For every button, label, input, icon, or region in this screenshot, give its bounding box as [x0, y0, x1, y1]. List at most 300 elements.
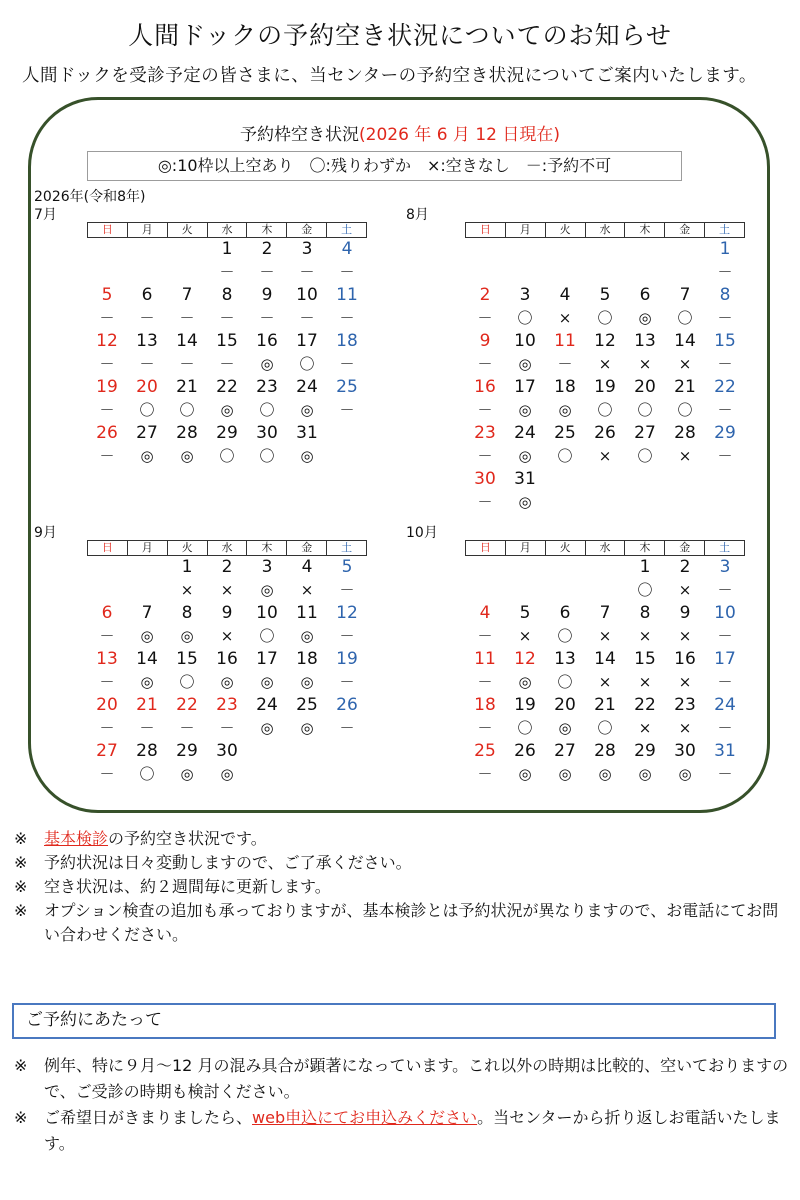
week-days-row	[465, 376, 745, 399]
availability-mark: ◎	[260, 355, 274, 373]
availability-mark: 〇	[139, 765, 155, 783]
calendar-day: 5	[519, 603, 531, 623]
availability-mark: －	[99, 355, 115, 373]
availability-mark: 〇	[597, 309, 613, 327]
note-text: ご希望日がきまりましたら、	[44, 1108, 253, 1127]
calendar-day	[505, 238, 545, 261]
weekday-label: 日	[101, 541, 113, 554]
calendar-day: 24	[256, 695, 278, 715]
calendar-day: 2	[261, 239, 273, 259]
availability-mark: ◎	[140, 673, 154, 691]
calendar-day: 21	[594, 695, 616, 715]
availability-mark: ◎	[518, 493, 532, 511]
weekday-label: 木	[624, 223, 664, 237]
calendar-day: 11	[296, 603, 318, 623]
week-availability-row	[87, 717, 367, 740]
availability-mark	[127, 579, 167, 602]
calendar-day: 26	[336, 695, 358, 715]
week-days-row	[87, 694, 367, 717]
availability-mark: －	[717, 401, 733, 419]
weekday-label: 月	[127, 541, 167, 555]
week-days-row	[465, 468, 745, 491]
calendar-day: 4	[559, 285, 571, 305]
availability-mark: －	[219, 355, 235, 373]
availability-mark	[247, 763, 287, 786]
availability-mark: －	[299, 263, 315, 281]
availability-mark	[167, 261, 207, 284]
availability-mark: ◎	[558, 401, 572, 419]
availability-mark: ◎	[558, 765, 572, 783]
availability-mark: ◎	[638, 765, 652, 783]
availability-mark: －	[339, 355, 355, 373]
reservation-notes	[14, 1053, 794, 1157]
calendar-day: 28	[594, 741, 616, 761]
calendar-day: 4	[479, 603, 491, 623]
availability-mark: －	[477, 493, 493, 511]
calendar-day	[167, 238, 207, 261]
calendar-day: 9	[679, 603, 691, 623]
availability-mark: ◎	[140, 627, 154, 645]
week-days-row	[87, 648, 367, 671]
availability-mark: ×	[638, 627, 652, 645]
calendar-day	[585, 468, 625, 491]
availability-mark: －	[179, 719, 195, 737]
week-availability-row	[465, 445, 745, 468]
availability-mark: －	[179, 355, 195, 373]
calendar-august	[465, 222, 745, 514]
week-availability-row	[87, 307, 367, 330]
calendar-day: 18	[554, 377, 576, 397]
week-days-row	[465, 602, 745, 625]
calendar-day: 6	[639, 285, 651, 305]
calendar-day: 16	[256, 331, 278, 351]
weekday-label: 月	[127, 223, 167, 237]
calendar-day: 8	[221, 285, 233, 305]
availability-mark	[287, 763, 327, 786]
weekday-label: 木	[624, 541, 664, 555]
notes-list	[14, 827, 794, 947]
week-days-row	[87, 740, 367, 763]
weekday-label: 金	[286, 541, 326, 555]
availability-mark: －	[477, 719, 493, 737]
calendar-day: 15	[216, 331, 238, 351]
calendar-october	[465, 540, 745, 786]
availability-mark: ◎	[300, 447, 314, 465]
availability-mark	[665, 491, 705, 514]
calendar-day: 12	[594, 331, 616, 351]
availability-mark: 〇	[557, 627, 573, 645]
week-availability-row	[87, 763, 367, 786]
calendar-day: 11	[554, 331, 576, 351]
availability-mark: －	[339, 263, 355, 281]
availability-mark: －	[477, 627, 493, 645]
calendar-day: 18	[474, 695, 496, 715]
availability-mark: ×	[638, 355, 652, 373]
calendar-day: 1	[639, 557, 651, 577]
calendar-day: 21	[674, 377, 696, 397]
calendar-day: 7	[141, 603, 153, 623]
availability-mark: ×	[598, 673, 612, 691]
availability-mark: －	[99, 765, 115, 783]
availability-mark: －	[717, 355, 733, 373]
week-days-row	[465, 694, 745, 717]
availability-mark: －	[179, 309, 195, 327]
availability-mark: ◎	[180, 627, 194, 645]
calendar-day: 27	[634, 423, 656, 443]
week-availability-row	[87, 399, 367, 422]
calendar-day: 16	[474, 377, 496, 397]
legend: ◎:10枠以上空あり 〇:残りわずか ×:空きなし －:予約不可	[87, 151, 682, 181]
weekday-label: 木	[246, 541, 286, 555]
availability-mark: ◎	[518, 447, 532, 465]
availability-mark: －	[139, 719, 155, 737]
availability-mark	[625, 261, 665, 284]
availability-mark: －	[477, 673, 493, 691]
calendar-day: 26	[594, 423, 616, 443]
availability-mark	[625, 491, 665, 514]
availability-mark: ×	[638, 673, 652, 691]
availability-mark: －	[339, 673, 355, 691]
calendar-day: 3	[719, 557, 731, 577]
calendar-day: 3	[519, 285, 531, 305]
availability-mark: －	[477, 765, 493, 783]
availability-mark: －	[99, 309, 115, 327]
note-item	[14, 875, 794, 899]
calendar-day: 22	[176, 695, 198, 715]
weekday-header	[87, 222, 367, 238]
note-text: 。当センターから折り返しお電話いたします。	[44, 1108, 781, 1153]
availability-mark: ×	[678, 719, 692, 737]
availability-mark: ◎	[220, 401, 234, 419]
weekday-label: 日	[479, 223, 491, 236]
calendar-day: 27	[554, 741, 576, 761]
note-item	[14, 827, 794, 851]
availability-mark: －	[717, 263, 733, 281]
calendar-day: 22	[634, 695, 656, 715]
calendar-day: 2	[221, 557, 233, 577]
month-label-september: 9月	[34, 525, 57, 541]
note-mark: ※	[14, 1056, 28, 1075]
availability-mark	[545, 261, 585, 284]
weekday-label: 日	[101, 223, 113, 236]
week-availability-row	[465, 671, 745, 694]
weekday-label: 月	[505, 541, 545, 555]
availability-mark: ◎	[180, 765, 194, 783]
week-availability-row	[87, 671, 367, 694]
month-label-august: 8月	[406, 207, 429, 223]
availability-mark: －	[477, 355, 493, 373]
calendar-day: 31	[296, 423, 318, 443]
calendar-day	[625, 238, 665, 261]
week-availability-row	[465, 625, 745, 648]
week-days-row	[465, 422, 745, 445]
calendar-day	[545, 468, 585, 491]
calendar-day: 19	[514, 695, 536, 715]
week-days-row	[465, 238, 745, 261]
availability-mark: －	[717, 627, 733, 645]
calendar-day: 5	[101, 285, 113, 305]
availability-mark: 〇	[637, 401, 653, 419]
calendar-day: 7	[679, 285, 691, 305]
weekday-label: 水	[585, 541, 625, 555]
availability-mark: 〇	[179, 401, 195, 419]
week-availability-row	[465, 307, 745, 330]
web-application-link[interactable]: web申込にてお申込みください	[252, 1108, 478, 1127]
availability-mark: ◎	[518, 355, 532, 373]
calendar-day: 16	[216, 649, 238, 669]
availability-mark: －	[717, 309, 733, 327]
calendar-day	[665, 468, 705, 491]
weekday-label: 土	[704, 223, 744, 237]
week-days-row	[87, 238, 367, 261]
calendar-day: 26	[96, 423, 118, 443]
note-text: 空き状況は、約２週間毎に更新します。	[44, 877, 331, 896]
calendar-day: 7	[599, 603, 611, 623]
calendar-day: 9	[479, 331, 491, 351]
calendar-day: 25	[336, 377, 358, 397]
weekday-label: 木	[246, 223, 286, 237]
calendar-day: 14	[594, 649, 616, 669]
reservation-section-heading: ご予約にあたって	[12, 1003, 776, 1039]
availability-mark: 〇	[597, 401, 613, 419]
calendar-day	[665, 238, 705, 261]
calendar-day: 16	[674, 649, 696, 669]
availability-mark: ◎	[300, 673, 314, 691]
week-availability-row	[465, 261, 745, 284]
note-item	[14, 899, 794, 947]
availability-mark	[545, 491, 585, 514]
calendar-day: 27	[96, 741, 118, 761]
availability-mark	[545, 579, 585, 602]
weekday-label: 金	[286, 223, 326, 237]
availability-mark: 〇	[677, 401, 693, 419]
calendar-day: 29	[216, 423, 238, 443]
weekday-label: 火	[545, 223, 585, 237]
calendar-day: 25	[474, 741, 496, 761]
availability-mark: ◎	[518, 765, 532, 783]
calendar-day: 21	[176, 377, 198, 397]
note-mark: ※	[14, 1108, 28, 1127]
era-label: 2026年(令和8年)	[34, 189, 146, 205]
calendar-day: 26	[514, 741, 536, 761]
weekday-label: 火	[167, 541, 207, 555]
calendar-day: 6	[101, 603, 113, 623]
week-availability-row	[465, 491, 745, 514]
calendar-day: 20	[554, 695, 576, 715]
note-item	[14, 851, 794, 875]
availability-mark: 〇	[517, 719, 533, 737]
calendar-day	[247, 740, 287, 763]
week-days-row	[87, 330, 367, 353]
availability-mark: －	[259, 309, 275, 327]
calendar-day: 19	[96, 377, 118, 397]
availability-mark: ◎	[300, 627, 314, 645]
availability-mark: －	[339, 401, 355, 419]
calendar-day	[465, 238, 505, 261]
availability-mark: 〇	[259, 447, 275, 465]
availability-mark	[87, 579, 127, 602]
calendar-september	[87, 540, 367, 786]
weekday-header	[465, 540, 745, 556]
calendar-day: 4	[341, 239, 353, 259]
calendar-day: 29	[634, 741, 656, 761]
calendar-day: 1	[221, 239, 233, 259]
availability-mark: －	[717, 673, 733, 691]
availability-mark: －	[477, 309, 493, 327]
availability-mark: ◎	[260, 673, 274, 691]
availability-mark: ×	[598, 355, 612, 373]
availability-mark	[505, 261, 545, 284]
availability-mark: －	[557, 355, 573, 373]
calendar-day: 13	[634, 331, 656, 351]
calendar-day: 23	[674, 695, 696, 715]
calendar-day: 31	[714, 741, 736, 761]
week-days-row	[465, 284, 745, 307]
week-availability-row	[87, 579, 367, 602]
availability-mark: ×	[678, 673, 692, 691]
availability-mark: ◎	[180, 447, 194, 465]
availability-mark: －	[339, 581, 355, 599]
availability-mark: 〇	[259, 627, 275, 645]
note-mark: ※	[14, 877, 28, 896]
availability-mark: ◎	[518, 401, 532, 419]
availability-mark: ×	[598, 627, 612, 645]
calendar-day: 18	[336, 331, 358, 351]
availability-mark: －	[339, 627, 355, 645]
calendar-day: 5	[599, 285, 611, 305]
availability-mark: －	[339, 309, 355, 327]
availability-mark: ◎	[220, 673, 234, 691]
availability-mark: －	[717, 581, 733, 599]
calendar-day: 3	[261, 557, 273, 577]
availability-mark: 〇	[517, 309, 533, 327]
calendar-day	[705, 468, 745, 491]
calendar-day: 22	[216, 377, 238, 397]
calendar-day: 1	[719, 239, 731, 259]
weekday-header	[87, 540, 367, 556]
week-days-row	[87, 376, 367, 399]
availability-mark	[127, 261, 167, 284]
availability-mark: －	[99, 447, 115, 465]
calendar-day: 10	[514, 331, 536, 351]
availability-mark: ◎	[140, 447, 154, 465]
availability-mark: ◎	[300, 719, 314, 737]
availability-mark: ◎	[558, 719, 572, 737]
availability-mark	[327, 763, 367, 786]
availability-mark	[465, 261, 505, 284]
reservation-note-item	[14, 1053, 794, 1105]
weekday-label: 金	[664, 541, 704, 555]
calendar-day: 19	[336, 649, 358, 669]
calendar-day	[625, 468, 665, 491]
availability-mark	[585, 491, 625, 514]
availability-mark: ×	[220, 581, 234, 599]
availability-mark: ×	[518, 627, 532, 645]
weekday-label: 月	[505, 223, 545, 237]
calendar-day: 17	[296, 331, 318, 351]
availability-mark: －	[139, 309, 155, 327]
calendar-day	[505, 556, 545, 579]
availability-mark: ×	[678, 581, 692, 599]
calendar-day: 28	[674, 423, 696, 443]
availability-mark: ◎	[678, 765, 692, 783]
note-mark: ※	[14, 853, 28, 872]
availability-mark: 〇	[139, 401, 155, 419]
week-availability-row	[465, 399, 745, 422]
weekday-label: 火	[167, 223, 207, 237]
availability-mark: 〇	[597, 719, 613, 737]
availability-mark: －	[339, 719, 355, 737]
note-text: 例年、特に９月～12 月の混み具合が顕著になっています。これ以外の時期は比較的、空いておりますので、ご受診の時期も検討ください。	[44, 1056, 789, 1101]
week-days-row	[465, 648, 745, 671]
calendar-day	[87, 556, 127, 579]
calendar-day	[127, 238, 167, 261]
weekday-label: 水	[207, 541, 247, 555]
availability-mark: －	[219, 263, 235, 281]
week-availability-row	[465, 579, 745, 602]
weekday-label: 水	[207, 223, 247, 237]
availability-mark: ×	[598, 447, 612, 465]
calendar-day: 8	[719, 285, 731, 305]
calendar-day: 13	[96, 649, 118, 669]
weekday-label: 火	[545, 541, 585, 555]
calendar-july	[87, 222, 367, 468]
calendar-day	[127, 556, 167, 579]
availability-mark: 〇	[557, 673, 573, 691]
availability-mark: ◎	[300, 401, 314, 419]
week-availability-row	[87, 625, 367, 648]
month-label-october: 10月	[406, 525, 438, 541]
availability-mark: 〇	[259, 401, 275, 419]
availability-mark: ◎	[260, 581, 274, 599]
calendar-day: 11	[474, 649, 496, 669]
week-days-row	[465, 330, 745, 353]
availability-mark: ×	[678, 627, 692, 645]
calendar-day: 28	[176, 423, 198, 443]
calendar-day: 18	[296, 649, 318, 669]
calendar-day: 12	[336, 603, 358, 623]
weekday-label: 土	[326, 541, 366, 555]
note-text: の予約空き状況です。	[108, 829, 267, 848]
calendar-day	[327, 422, 367, 445]
availability-mark: －	[99, 401, 115, 419]
calendar-day: 31	[514, 469, 536, 489]
week-days-row	[87, 602, 367, 625]
calendar-day	[545, 556, 585, 579]
calendar-day: 14	[176, 331, 198, 351]
week-days-row	[465, 740, 745, 763]
basic-checkup-link[interactable]: 基本検診	[44, 829, 109, 848]
calendar-day: 30	[256, 423, 278, 443]
week-days-row	[87, 422, 367, 445]
page-subtitle: 人間ドックを受診予定の皆さまに、当センターの予約空き状況についてご案内いたします。	[22, 66, 757, 86]
availability-mark: －	[259, 263, 275, 281]
calendar-day: 19	[594, 377, 616, 397]
calendar-day: 17	[714, 649, 736, 669]
week-availability-row	[87, 445, 367, 468]
calendar-day: 28	[136, 741, 158, 761]
calendar-day: 30	[216, 741, 238, 761]
calendar-day: 20	[136, 377, 158, 397]
availability-mark: －	[99, 627, 115, 645]
calendar-day: 6	[141, 285, 153, 305]
availability-mark: －	[99, 719, 115, 737]
availability-mark: ×	[300, 581, 314, 599]
calendar-day: 29	[176, 741, 198, 761]
week-availability-row	[465, 353, 745, 376]
calendar-day: 3	[301, 239, 313, 259]
calendar-day: 25	[296, 695, 318, 715]
